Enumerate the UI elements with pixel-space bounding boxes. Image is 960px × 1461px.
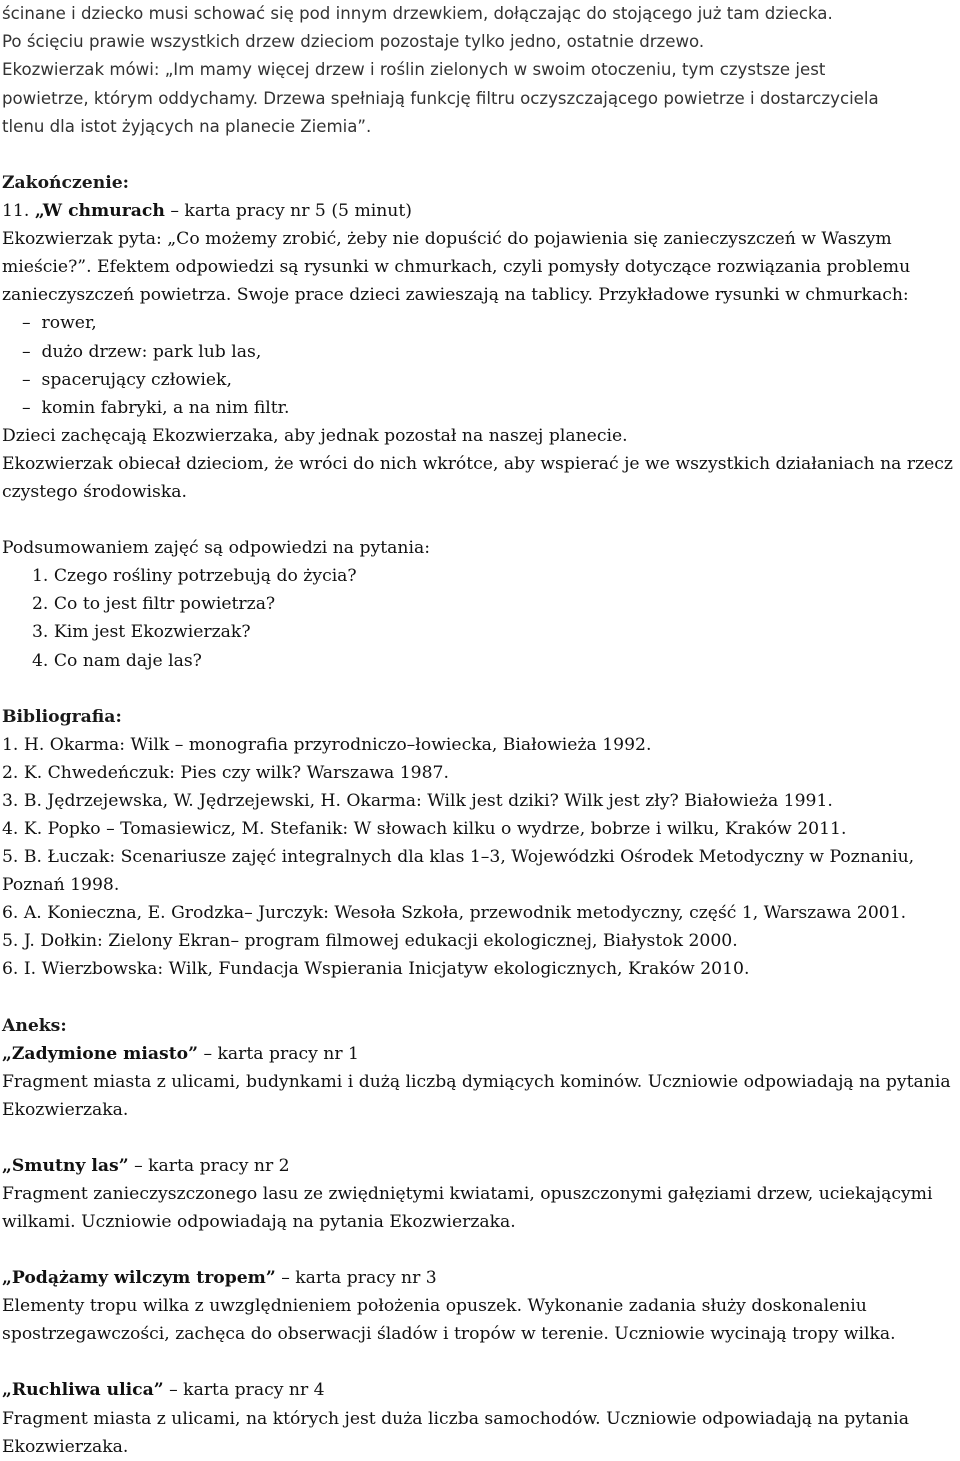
intro-line: tlenu dla istot żyjących na planecie Ziemia”. xyxy=(2,116,372,136)
card-description: Fragment miasta z ulicami, budynkami i dużą liczbą dymiących kominów. Uczniowie odpowiadają na pytania Ekozwierzaka. xyxy=(2,1071,951,1120)
intro-line: powietrze, którym oddychamy. Drzewa spełniają funkcję filtru oczyszczającego powietrze i dostarczyciela xyxy=(2,88,879,108)
list-item: 5. J. Dołkin: Zielony Ekran– program filmowej edukacji ekologicznej, Białystok 2000. xyxy=(2,931,738,952)
conclusion-heading: Zakończenie: xyxy=(2,173,130,194)
card-description: Fragment miasta z ulicami, na których jest duża liczba samochodów. Uczniowie odpowiadają na pytania Ekozwierzaka. xyxy=(2,1408,909,1457)
conclusion-paragraph: Ekozwierzak pyta: „Co możemy zrobić, żeby nie dopuścić do pojawienia się zanieczyszczeń w Waszym mieście?”. Efektem odpowiedzi są rysunki w chmurkach, czyli pomysły dotyczące rozwiązania problemu zanieczyszczeń powietrza. Swoje prace dzieci zawieszają na tablicy. Przykładowe rysunki w chmurkach: xyxy=(2,229,911,306)
card-description: Fragment zanieczyszczonego lasu ze zwiędniętymi kwiatami, opuszczonymi gałęziami drzew, uciekającymi wilkami. Uczniowie odpowiadają na pytania Ekozwierzaka. xyxy=(2,1184,933,1233)
card-title: „Smutny las” xyxy=(2,1155,129,1176)
intro-line: Ekozwierzak mówi: „Im mamy więcej drzew i roślin zielonych w swoim otoczeniu, tym czystsze jest xyxy=(2,60,826,80)
card-title-line xyxy=(2,1152,958,1180)
card-title-line xyxy=(2,1376,958,1404)
list-item: 3. B. Jędrzejewska, W. Jędrzejewski, H. Okarma: Wilk jest dziki? Wilk jest zły? Białowieża 1991. xyxy=(2,790,833,811)
list-item: 4. K. Popko – Tomasiewicz, M. Stefanik: W słowach kilku o wydrze, bobrze i wilku, Kraków 2011. xyxy=(2,818,847,839)
card-description: Elementy tropu wilka z uwzględnieniem położenia opuszek. Wykonanie zadania służy doskonaleniu spostrzegawczości, zachęca do obserwacji śladów i tropów w terenie. Uczniowie wycinają tropy wilka. xyxy=(2,1296,896,1345)
examples-list xyxy=(2,309,958,421)
card-rest: – karta pracy nr 2 xyxy=(128,1155,290,1176)
task-line xyxy=(2,197,958,225)
list-item: – dużo drzew: park lub las, xyxy=(22,338,958,366)
card-rest: – karta pracy nr 3 xyxy=(275,1268,437,1289)
list-item: 1. Czego rośliny potrzebują do życia? xyxy=(32,566,357,587)
questions-list xyxy=(2,562,958,674)
intro-section xyxy=(2,0,958,141)
task-number: 11. xyxy=(2,201,35,222)
list-item: 1. H. Okarma: Wilk – monografia przyrodniczo–łowiecka, Białowieża 1992. xyxy=(2,734,652,755)
list-item: 3. Kim jest Ekozwierzak? xyxy=(32,622,251,643)
card-title-line xyxy=(2,1264,958,1292)
card-rest: – karta pracy nr 1 xyxy=(198,1043,359,1064)
list-item: 6. I. Wierzbowska: Wilk, Fundacja Wspierania Inicjatyw ekologicznych, Kraków 2010. xyxy=(2,959,750,980)
card-title-line xyxy=(2,1040,958,1068)
conclusion-section xyxy=(2,169,958,506)
list-item: 6. A. Konieczna, E. Grodzka– Jurczyk: Wesoła Szkoła, przewodnik metodyczny, część 1, Warszawa 2001. xyxy=(2,903,907,924)
bibliography-section xyxy=(2,703,958,984)
list-item: 2. Co to jest filtr powietrza? xyxy=(32,594,276,615)
list-item: – rower, xyxy=(22,309,958,337)
card-title: „Podążamy wilczym tropem” xyxy=(2,1268,276,1289)
summary-section xyxy=(2,534,958,674)
list-item: – spacerujący człowiek, xyxy=(22,366,958,394)
intro-line: Po ścięciu prawie wszystkich drzew dzieciom pozostaje tylko jedno, ostatnie drzewo. xyxy=(2,32,705,52)
bibliography-heading: Bibliografia: xyxy=(2,706,122,727)
summary-intro: Podsumowaniem zajęć są odpowiedzi na pytania: xyxy=(2,538,430,559)
list-item: 2. K. Chwedeńczuk: Pies czy wilk? Warszawa 1987. xyxy=(2,762,449,783)
task-title: „W chmurach xyxy=(34,201,165,222)
annex-section xyxy=(2,1012,958,1461)
list-item: 4. Co nam daje las? xyxy=(32,650,202,671)
annex-heading: Aneks: xyxy=(2,1015,67,1036)
task-rest: – karta pracy nr 5 (5 minut) xyxy=(164,201,412,222)
list-item: 5. B. Łuczak: Scenariusze zajęć integralnych dla klas 1–3, Wojewódzki Ośrodek Metodyczny w Poznaniu, Poznań 1998. xyxy=(2,847,915,896)
intro-line: ścinane i dziecko musi schować się pod innym drzewkiem, dołączając do stojącego już tam dziecka. xyxy=(2,4,833,23)
promise-line: Ekozwierzak obiecał dzieciom, że wróci do nich wkrótce, aby wspierać je we wszystkich działaniach na rzecz czystego środowiska. xyxy=(2,453,953,503)
document-page xyxy=(2,0,958,1461)
list-item: – komin fabryki, a na nim filtr. xyxy=(22,394,958,422)
encourage-line: Dzieci zachęcają Ekozwierzaka, aby jednak pozostał na naszej planecie. xyxy=(2,425,628,446)
card-title: „Zadymione miasto” xyxy=(2,1043,198,1064)
card-title: „Ruchliwa ulica” xyxy=(2,1380,164,1401)
card-rest: – karta pracy nr 4 xyxy=(163,1380,325,1401)
